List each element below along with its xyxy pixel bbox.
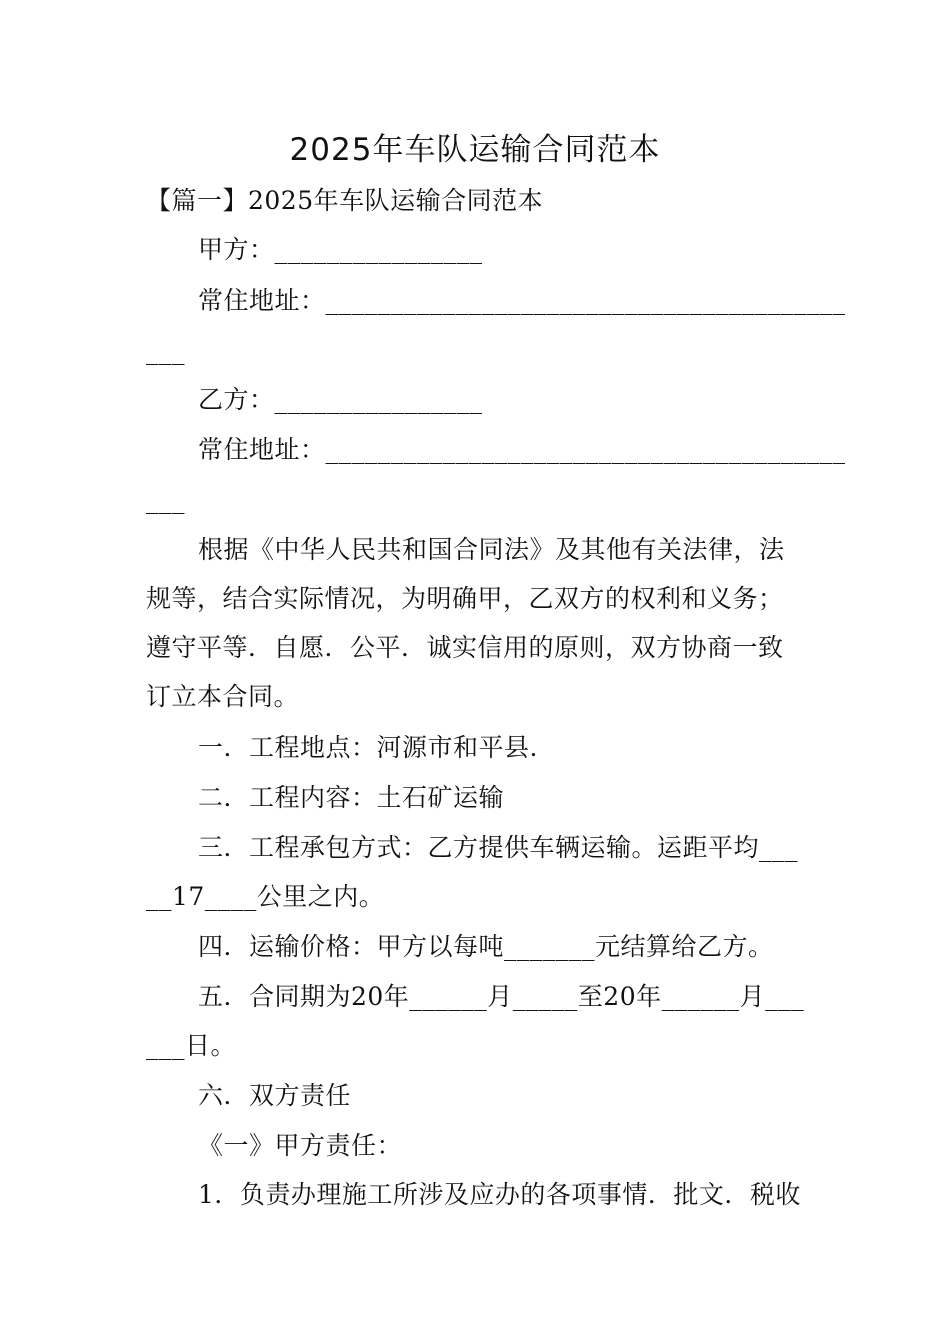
intro-paragraph-line: 规等，结合实际情况，为明确甲，乙双方的权利和义务；: [146, 584, 784, 613]
party-b-address: 常住地址：________________________________________: [198, 435, 846, 464]
clause-2: 二．工程内容：土石矿运输: [198, 783, 505, 812]
party-b-address-cont: ___: [146, 485, 185, 514]
party-a-address: 常住地址：________________________________________: [198, 286, 846, 315]
clause-5: 五．合同期为20年______月_____至20年______月___: [198, 982, 805, 1011]
clause-6: 六．双方责任: [198, 1081, 352, 1110]
party-a-address-cont: ___: [146, 336, 185, 365]
clause-4: 四．运输价格：甲方以每吨_______元结算给乙方。: [198, 932, 774, 961]
intro-paragraph-line: 根据《中华人民共和国合同法》及其他有关法律，法: [198, 535, 785, 564]
clause-3-cont: __17____公里之内。: [146, 882, 385, 911]
party-a-line: 甲方：________________: [198, 235, 483, 264]
item-1: 1．负责办理施工所涉及应办的各项事情．批文．税收: [198, 1180, 801, 1209]
party-b-line: 乙方：________________: [198, 385, 483, 414]
clause-3: 三．工程承包方式：乙方提供车辆运输。运距平均___: [198, 833, 799, 862]
clause-1: 一．工程地点：河源市和平县.: [198, 733, 538, 762]
document-title: 2025年车队运输合同范本: [289, 132, 661, 168]
intro-paragraph-line: 订立本合同。: [146, 682, 300, 711]
section-heading: 【篇一】2025年车队运输合同范本: [146, 186, 544, 215]
intro-paragraph-line: 遵守平等．自愿．公平．诚实信用的原则，双方协商一致: [146, 633, 784, 662]
clause-5-cont: ___日。: [146, 1031, 237, 1060]
sub-clause-heading: 《一》甲方责任：: [198, 1131, 403, 1160]
